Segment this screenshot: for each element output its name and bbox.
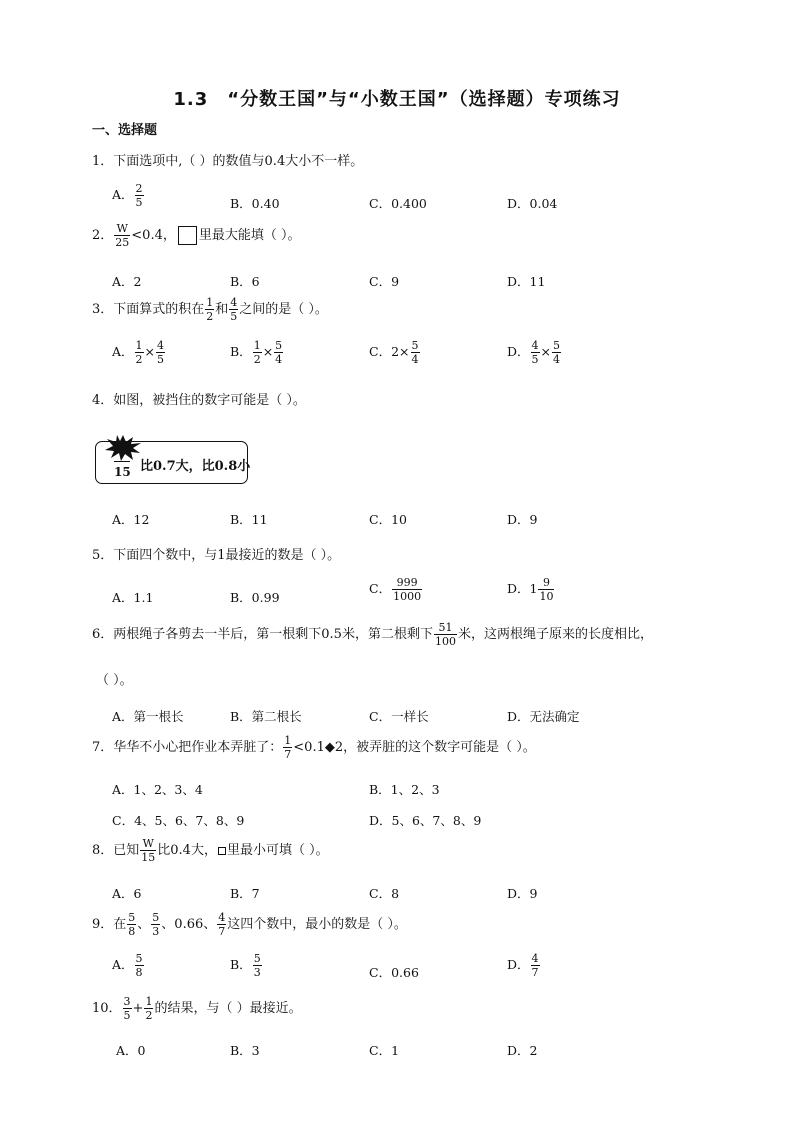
numerator: 2 [135, 182, 143, 195]
denominator: 2 [135, 353, 143, 366]
question-5-option-b[interactable]: B．0.99 [230, 590, 280, 605]
fraction [411, 340, 420, 365]
blank-square [218, 847, 226, 855]
numerator: 1 [253, 339, 261, 352]
fraction [205, 297, 214, 322]
question-4-option-c[interactable]: C．10 [369, 512, 407, 527]
numerator: 4 [218, 911, 226, 924]
question-2-option-c[interactable]: C．9 [369, 274, 400, 289]
denominator: 100 [434, 635, 456, 648]
question-number: 2． [92, 228, 114, 243]
fraction [434, 622, 457, 647]
numerator: W [140, 838, 156, 851]
stem-text: 、0.66、 [161, 917, 217, 932]
option-label: A． [112, 957, 134, 972]
stem-text: 6．两根绳子各剪去一半后，第一根剩下0.5米，第二根剩下 [92, 627, 433, 642]
denominator: 7 [531, 966, 539, 979]
denominator: 25 [115, 236, 130, 249]
question-8-stem [92, 838, 329, 863]
stem-text: 里最小可填（ ）。 [226, 843, 329, 858]
question-5-option-a[interactable]: A．1.1 [112, 590, 154, 605]
question-3-option-a[interactable] [112, 340, 166, 365]
option-label: C．2× [369, 344, 410, 359]
card-text: 比0.7大，比0.8小 [140, 459, 251, 474]
denominator: 2 [206, 310, 214, 323]
plus-sign: + [132, 1001, 144, 1016]
blocked-fraction-card [95, 441, 251, 484]
numerator: 51 [434, 622, 457, 635]
section-heading: 一、选择题 [92, 123, 158, 138]
numerator: 5 [275, 339, 283, 352]
fraction [127, 912, 136, 937]
option-label: A． [112, 344, 134, 359]
denominator: 5 [157, 353, 165, 366]
numerator: 4 [230, 296, 238, 309]
question-2-option-b[interactable]: B．6 [230, 274, 260, 289]
stem-text: <0.1◆2，被弄脏的这个数字可能是（ ）。 [293, 740, 536, 755]
question-1-option-a[interactable] [112, 183, 145, 208]
fraction [135, 183, 144, 208]
question-10-option-d[interactable]: D．2 [507, 1043, 538, 1058]
numerator: 5 [152, 911, 160, 924]
times-sign: × [540, 344, 552, 359]
question-1-stem: 1．下面选项中,（ ）的数值与0.4大小不一样。 [92, 154, 364, 169]
question-4-stem: 4．如图，被挡住的数字可能是（ ）。 [92, 393, 306, 408]
question-4-option-d[interactable]: D．9 [507, 512, 538, 527]
stem-text: 、 [137, 917, 151, 932]
question-4-option-a[interactable]: A．12 [112, 512, 150, 527]
question-5-option-d[interactable] [507, 577, 555, 602]
option-label: A． [112, 187, 134, 202]
question-1-option-c[interactable]: C．0.400 [369, 196, 427, 211]
stem-text: 比0.4大， [157, 843, 217, 858]
question-10-option-a[interactable]: A．0 [116, 1043, 146, 1058]
question-3-option-b[interactable] [230, 340, 284, 365]
stem-text: 之间的是（ ）。 [239, 302, 328, 317]
fraction [274, 340, 283, 365]
fraction [552, 340, 561, 365]
question-9-option-a[interactable] [112, 953, 145, 978]
question-7-option-a[interactable]: A．1、2、3、4 [112, 782, 203, 797]
question-6-option-d[interactable]: D．无法确定 [507, 709, 580, 724]
denominator: 5 [123, 1009, 131, 1022]
stem-text: 8．已知 [92, 843, 140, 858]
question-2-option-a[interactable]: A．2 [112, 274, 142, 289]
fraction [151, 912, 160, 937]
stem-text: 7．华华不小心把作业本弄脏了： [92, 740, 283, 755]
fraction [217, 912, 226, 937]
denominator: 3 [253, 966, 261, 979]
numerator: 1 [145, 995, 153, 1008]
denominator: 4 [553, 353, 561, 366]
stem-text: 3．下面算式的积在 [92, 302, 205, 317]
fraction [114, 223, 130, 248]
denominator: 2 [145, 1009, 153, 1022]
denominator: 15 [141, 851, 156, 864]
question-5-option-c[interactable] [369, 577, 423, 602]
fraction [531, 953, 540, 978]
stem-text: 的结果，与（ ）最接近。 [154, 1001, 302, 1016]
question-7-option-b[interactable]: B．1、2、3 [369, 782, 440, 797]
question-6-stem-line2: （ ）。 [96, 673, 133, 688]
question-8-option-b[interactable]: B．7 [230, 886, 260, 901]
denominator: 10 [539, 590, 554, 603]
question-5-stem: 5．下面四个数中，与1最接近的数是（ ）。 [92, 548, 341, 563]
denominator: 3 [152, 925, 160, 938]
numerator: 3 [123, 995, 131, 1008]
question-10-option-b[interactable]: B．3 [230, 1043, 260, 1058]
question-6-stem [92, 622, 653, 647]
numerator: 4 [157, 339, 165, 352]
stem-text: 和 [215, 302, 229, 317]
question-6-option-c[interactable]: C．一样长 [369, 709, 429, 724]
numerator: 5 [411, 339, 419, 352]
fraction [123, 996, 132, 1021]
numerator: W [114, 223, 130, 236]
numerator: 999 [392, 577, 422, 590]
numerator: 5 [135, 952, 143, 965]
option-label: B． [230, 344, 252, 359]
option-label: D．1 [507, 581, 538, 596]
denominator: 7 [218, 925, 226, 938]
ink-blot-icon [104, 435, 142, 461]
question-10-stem [92, 996, 302, 1021]
fraction [144, 996, 153, 1021]
stem-text: <0.4， [131, 228, 176, 243]
fraction [229, 297, 238, 322]
question-8-option-d[interactable]: D．9 [507, 886, 538, 901]
denominator: 8 [135, 966, 143, 979]
stem-text: 里最大能填（ ）。 [198, 228, 301, 243]
question-6-option-b[interactable]: B．第二根长 [230, 709, 302, 724]
numerator: 1 [135, 339, 143, 352]
denominator: 5 [230, 310, 238, 323]
question-8-option-c[interactable]: C．8 [369, 886, 400, 901]
denominator: 8 [128, 925, 136, 938]
fraction [283, 735, 292, 760]
card-denominator: 15 [114, 465, 131, 479]
question-4-option-b[interactable]: B．11 [230, 512, 268, 527]
question-9-option-b[interactable] [230, 953, 263, 978]
stem-text: 米，这两根绳子原来的长度相比， [457, 627, 653, 642]
fraction [135, 953, 144, 978]
numerator: 4 [531, 339, 539, 352]
fraction [140, 838, 156, 863]
denominator: 1000 [393, 590, 422, 603]
question-9-option-d[interactable] [507, 953, 541, 978]
question-6-option-a[interactable]: A．第一根长 [112, 709, 184, 724]
numerator: 5 [253, 952, 261, 965]
denominator: 7 [284, 748, 292, 761]
fraction [253, 340, 262, 365]
fraction [392, 577, 422, 602]
numerator: 1 [206, 296, 214, 309]
fraction [531, 340, 540, 365]
question-2-stem [92, 223, 301, 248]
question-7-option-c[interactable]: C．4、5、6、7、8、9 [112, 813, 245, 828]
fraction [538, 577, 554, 602]
stem-text: 这四个数中，最小的数是（ ）。 [227, 917, 407, 932]
denominator: 2 [253, 353, 261, 366]
stem-text: 9．在 [92, 917, 127, 932]
numerator: 5 [553, 339, 561, 352]
question-3-option-d[interactable] [507, 340, 562, 365]
fraction [156, 340, 165, 365]
option-label: C． [369, 581, 392, 596]
numerator: 1 [284, 734, 292, 747]
denominator: 5 [135, 196, 143, 209]
question-10-option-c[interactable]: C．1 [369, 1043, 400, 1058]
times-sign: × [262, 344, 274, 359]
question-1-option-d[interactable]: D．0.04 [507, 196, 558, 211]
question-8-option-a[interactable]: A．6 [112, 886, 142, 901]
question-9-option-c[interactable]: C．0.66 [369, 965, 419, 980]
denominator: 4 [411, 353, 419, 366]
question-9-stem [92, 912, 407, 937]
times-sign: × [144, 344, 156, 359]
question-2-option-d[interactable]: D．11 [507, 274, 546, 289]
page-title: 1.3 “分数王国”与“小数王国”（选择题）专项练习 [173, 89, 621, 110]
denominator: 5 [531, 353, 539, 366]
option-label: B． [230, 957, 252, 972]
question-7-option-d[interactable]: D．5、6、7、8、9 [369, 813, 482, 828]
numerator: 9 [538, 577, 554, 590]
denominator: 4 [275, 353, 283, 366]
numerator: 4 [531, 952, 539, 965]
question-1-option-b[interactable]: B．0.40 [230, 196, 280, 211]
question-3-option-c[interactable] [369, 340, 421, 365]
blank-box [178, 226, 197, 245]
fraction-bar [114, 461, 130, 462]
fraction [253, 953, 262, 978]
option-label: D． [507, 957, 530, 972]
option-label: D． [507, 344, 530, 359]
question-number: 10． [92, 1001, 122, 1016]
fraction [135, 340, 144, 365]
question-3-stem [92, 297, 328, 322]
question-7-stem [92, 735, 536, 760]
numerator: 5 [128, 911, 136, 924]
